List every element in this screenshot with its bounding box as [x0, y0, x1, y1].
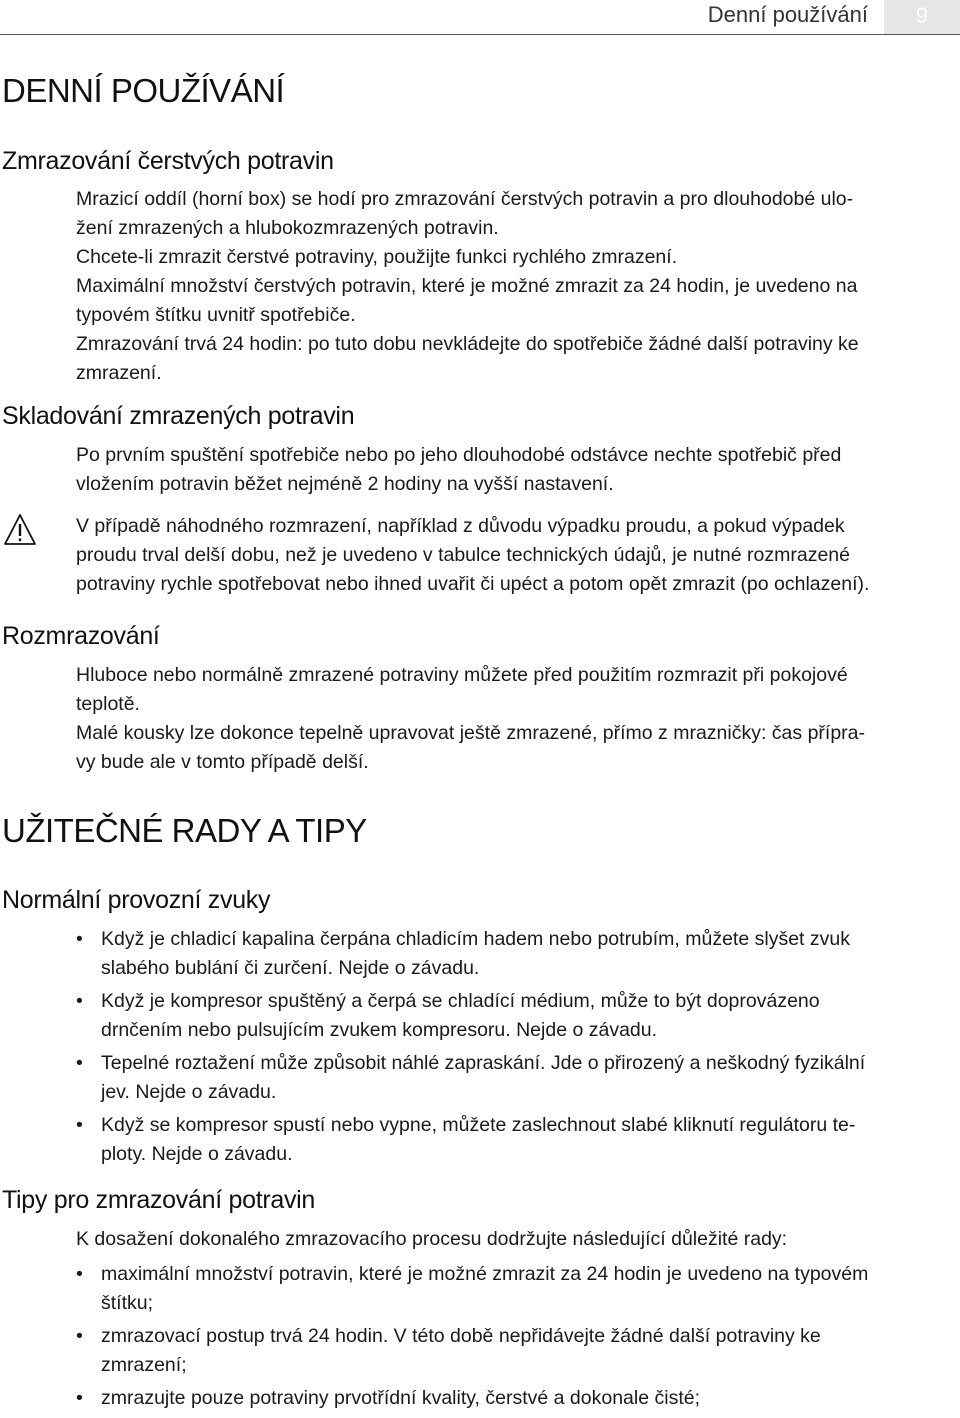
thawing-text: [76, 661, 946, 777]
text-line: žení zmrazených a hlubokozmrazených potravin.: [76, 217, 499, 239]
section-title-tips: UŽITEČNÉ RADY A TIPY: [2, 812, 367, 849]
text-line: • maximální množství potravin, které je možné zmrazit za 24 hodin je uvedeno na typovém: [101, 1263, 869, 1285]
warning-icon: [3, 513, 37, 547]
heading-freezing-tips: Tipy pro zmrazování potravin: [2, 1186, 316, 1214]
text-line: zmrazení;: [101, 1354, 187, 1376]
text-line: Mrazicí oddíl (horní box) se hodí pro zmrazování čerstvých potravin a pro dlouhodobé ulo-: [76, 188, 854, 210]
list-item: [76, 1111, 946, 1169]
freezing-tips-list: [76, 1260, 946, 1417]
text-line: vložením potravin běžet nejméně 2 hodiny na vyšší nastavení.: [76, 473, 614, 495]
running-header-title: Denní používání: [707, 2, 868, 27]
noises-list: [76, 925, 946, 1173]
text-line: štítku;: [101, 1292, 154, 1314]
text-line: V případě náhodného rozmrazení, například z důvodu výpadku proudu, a pokud výpadek: [76, 515, 845, 537]
text-line: typovém štítku uvnitř spotřebiče.: [76, 304, 356, 326]
text-line: Maximální množství čerstvých potravin, které je možné zmrazit za 24 hodin, je uvedeno na: [76, 275, 858, 297]
text-line: teplotě.: [76, 693, 140, 715]
page-number: 9: [884, 0, 960, 34]
text-line: • zmrazujte pouze potraviny prvotřídní kvality, čerstvé a dokonale čisté;: [101, 1387, 700, 1409]
list-item: [76, 925, 946, 983]
list-item: [76, 1260, 946, 1318]
text-line: slabého bublání či zurčení. Nejde o závadu.: [101, 957, 480, 979]
text-line: vy bude ale v tomto případě delší.: [76, 751, 369, 773]
text-line: • Když je kompresor spuštěný a čerpá se chladící médium, může to být doprovázeno: [101, 990, 820, 1012]
text-line: ploty. Nejde o závadu.: [101, 1143, 293, 1165]
text-line: • zmrazovací postup trvá 24 hodin. V této době nepřidávejte žádné další potraviny ke: [101, 1325, 821, 1347]
text-line: Hluboce nebo normálně zmrazené potraviny můžete před použitím rozmrazit při pokojové: [76, 664, 848, 686]
text-line: • Když je chladicí kapalina čerpána chladicím hadem nebo potrubím, můžete slyšet zvuk: [101, 928, 850, 950]
text-line: Chcete-li zmrazit čerstvé potraviny, použijte funkci rychlého zmrazení.: [76, 246, 678, 268]
text-line: Malé kousky lze dokonce tepelně upravovat ještě zmrazené, přímo z mrazničky: čas přípra-: [76, 722, 866, 744]
list-item: [76, 1049, 946, 1107]
text-line: • Tepelné roztažení může způsobit náhlé zapraskání. Jde o přirozený a neškodný fyzikální: [101, 1052, 866, 1074]
list-item: [76, 987, 946, 1045]
storage-warning-text: [76, 512, 946, 599]
text-line: zmrazení.: [76, 362, 162, 384]
text-line: proudu trval delší dobu, než je uvedeno v tabulce technických údajů, je nutné rozmrazené: [76, 544, 850, 566]
text-line: Zmrazování trvá 24 hodin: po tuto dobu nevkládejte do spotřebiče žádné další potraviny ke: [76, 333, 859, 355]
text-line: Po prvním spuštění spotřebiče nebo po jeho dlouhodobé odstávce nechte spotřebič před: [76, 444, 842, 466]
heading-storage: Skladování zmrazených potravin: [2, 402, 355, 430]
heading-thawing: Rozmrazování: [2, 622, 160, 650]
freezing-text: [76, 185, 946, 388]
storage-text: [76, 441, 946, 499]
list-item: [76, 1384, 946, 1413]
heading-freezing-fresh-food: Zmrazování čerstvých potravin: [2, 147, 334, 175]
list-item: [76, 1322, 946, 1380]
text-line: jev. Nejde o závadu.: [101, 1081, 277, 1103]
text-line: potraviny rychle spotřebovat nebo ihned uvařit či upéct a potom opět zmrazit (po ochlazení).: [76, 573, 870, 595]
freezing-tips-intro: K dosažení dokonalého zmrazovacího procesu dodržujte následující důležité rady:: [76, 1228, 788, 1250]
heading-normal-noises: Normální provozní zvuky: [2, 886, 271, 914]
header-divider: [0, 34, 960, 35]
section-title-daily-use: DENNÍ POUŽÍVÁNÍ: [2, 72, 285, 109]
text-line: • Když se kompresor spustí nebo vypne, můžete zaslechnout slabé kliknutí regulátoru te-: [101, 1114, 856, 1136]
text-line: drnčením nebo pulsujícím zvukem kompresoru. Nejde o závadu.: [101, 1019, 658, 1041]
